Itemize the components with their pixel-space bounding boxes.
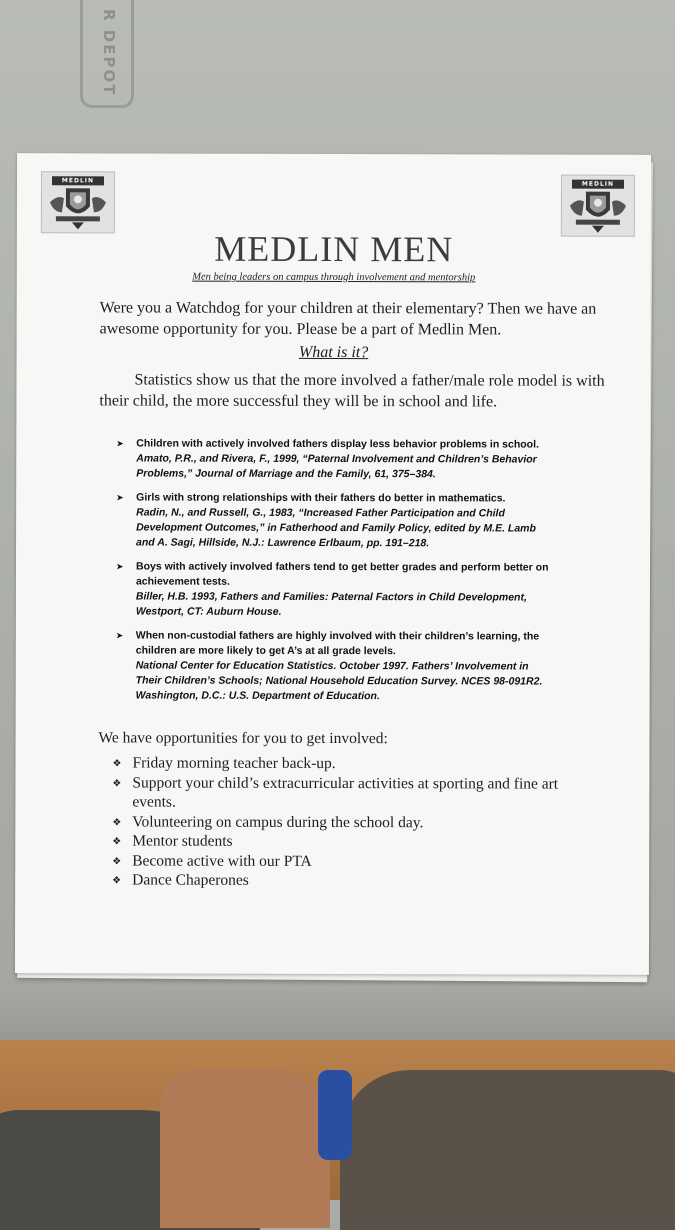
- flyer-tagline: Men being leaders on campus through involvement and mentorship: [192, 271, 476, 284]
- opportunity-text: Become active with our PTA: [132, 851, 312, 870]
- research-facts-list: [116, 436, 557, 713]
- opportunity-text: Support your child’s extracurricular activities at sporting and fine art events.: [132, 773, 559, 811]
- arrow-bullet-icon: ➤: [116, 438, 124, 449]
- fact-item: [116, 559, 556, 620]
- intro-paragraph: Were you a Watchdog for your children at their elementary? Then we have an awesome opportunity for you. Please be a part of Medlin Men.: [99, 299, 597, 339]
- arrow-bullet-icon: ➤: [116, 492, 124, 503]
- fact-item: [116, 436, 556, 482]
- opportunity-text: Mentor students: [132, 832, 233, 850]
- fact-item: [116, 628, 556, 704]
- fact-citation: Biller, H.B. 1993, Fathers and Families: Paternal Factors in Child Development, Westport, CT: Auburn House.: [135, 590, 527, 618]
- crest-icon: [562, 176, 634, 236]
- depot-stamp: R DEPOT: [80, 0, 134, 108]
- opportunity-item: [110, 870, 570, 891]
- opportunity-item: [110, 753, 570, 774]
- arrow-bullet-icon: ➤: [115, 630, 124, 641]
- diamond-bullet-icon: ❖: [112, 758, 122, 770]
- fact-claim: Boys with actively involved fathers tend to get better grades and perform better on achievement tests.: [135, 560, 549, 588]
- opportunities-heading: We have opportunities for you to get involved:: [98, 729, 388, 748]
- opportunity-item: [110, 851, 570, 872]
- opportunity-text: Friday morning teacher back-up.: [132, 754, 336, 773]
- diamond-bullet-icon: ❖: [112, 855, 122, 867]
- fact-citation: Radin, N., and Russell, G., 1983, “Increased Father Participation and Child Development Outcomes,” in Fatherhood and Family Policy, edited by M.E. Lamb and A. Sagi, Hillside, N.J.: Lawrence Erlbaum, pp. 191–218.: [136, 506, 536, 550]
- fact-citation: Amato, P.R., and Rivera, F., 1999, “Paternal Involvement and Children’s Behavior Problems,” Journal of Marriage and the Family, 61, 375–384.: [136, 452, 537, 481]
- person-leg-right: [340, 1070, 675, 1230]
- diamond-bullet-icon: ❖: [112, 836, 122, 848]
- opportunity-text: Volunteering on campus during the school day.: [132, 812, 424, 831]
- fact-item: [116, 490, 556, 551]
- diamond-bullet-icon: ❖: [112, 777, 122, 789]
- flyer-title: MEDLIN MEN: [214, 228, 454, 270]
- fact-citation: National Center for Education Statistics. October 1997. Fathers’ Involvement in Their Children’s Schools; National Household Education Survey. NCES 98-091R2. Washington, D.C.: U.S. Department of Education.: [135, 659, 543, 703]
- flyer-page: [15, 153, 651, 975]
- opportunity-item: [110, 773, 570, 813]
- opportunities-list: [110, 753, 570, 891]
- opportunity-item: [110, 831, 570, 852]
- fact-claim: Children with actively involved fathers display less behavior problems in school.: [136, 437, 539, 451]
- opportunity-text: Dance Chaperones: [132, 871, 249, 889]
- school-crest-logo-right: [561, 175, 635, 237]
- person-leg-skin: [160, 1068, 330, 1228]
- opportunity-item: [110, 812, 570, 833]
- what-is-it-heading: What is it?: [298, 343, 369, 362]
- statistics-paragraph: Statistics show us that the more involved a father/male role model is with their child, the more successful they will be in school and life.: [99, 371, 605, 411]
- arrow-bullet-icon: ➤: [115, 561, 124, 572]
- fact-claim: Girls with strong relationships with their fathers do better in mathematics.: [136, 491, 506, 505]
- logo-banner-text: MEDLIN: [572, 180, 624, 189]
- blue-shoe: [318, 1070, 352, 1160]
- diamond-bullet-icon: ❖: [112, 816, 122, 828]
- logo-banner-text: MEDLIN: [52, 176, 104, 185]
- crest-icon: [42, 172, 114, 232]
- fact-claim: When non-custodial fathers are highly involved with their children’s learning, the children are more likely to get A’s at all grade levels.: [135, 629, 540, 658]
- school-crest-logo-left: [41, 171, 115, 233]
- diamond-bullet-icon: ❖: [112, 875, 122, 887]
